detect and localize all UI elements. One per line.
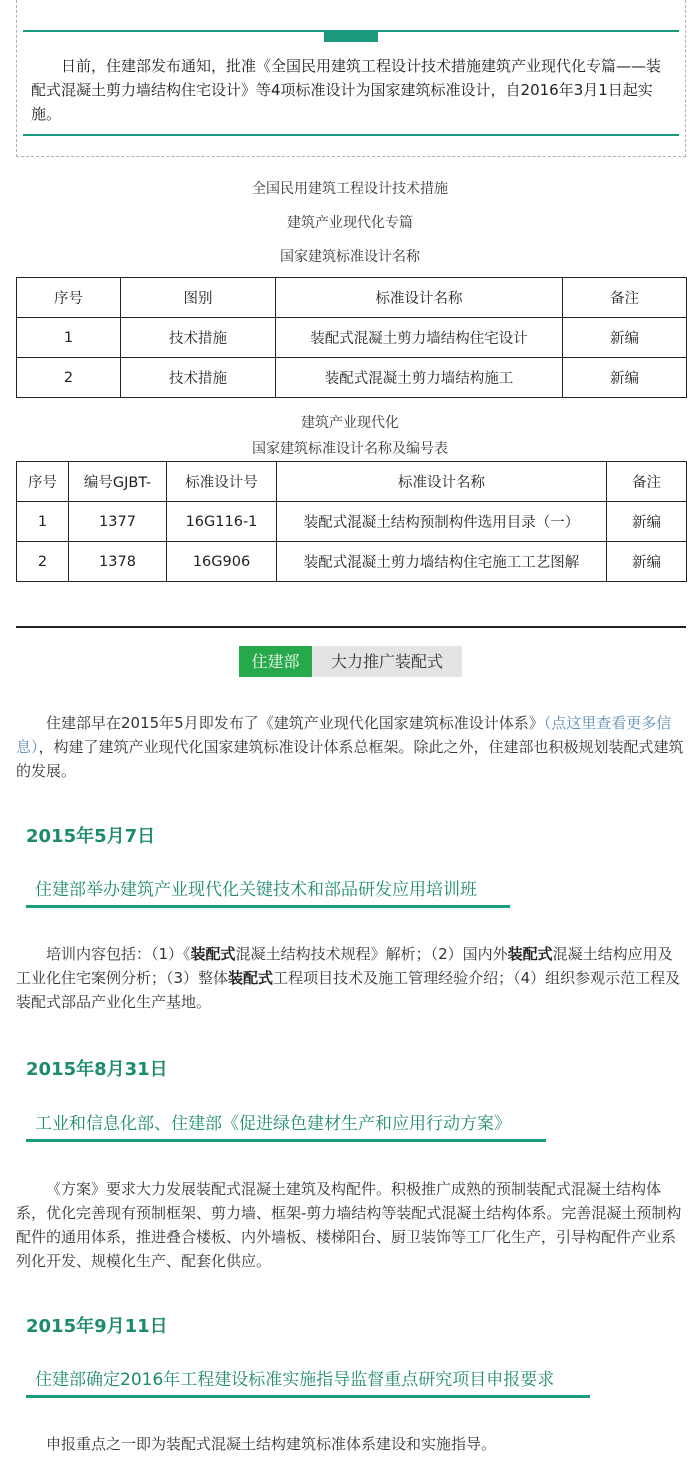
table-cell: 装配式混凝土剪力墙结构住宅施工工艺图解	[277, 542, 607, 582]
more-info-link[interactable]: （点这里查看更多信息）	[16, 714, 672, 756]
section-tag-secondary: 大力推广装配式	[312, 646, 462, 677]
table1-title-line-2: 建筑产业现代化专篇	[287, 215, 413, 231]
table-cell: 1377	[69, 502, 167, 542]
table1-title-line-3: 国家建筑标准设计名称	[280, 249, 420, 265]
notice-box	[16, 0, 686, 157]
body-text: 混凝土结构技术规程》解析；（2）国内外	[235, 945, 508, 963]
table-row	[17, 542, 687, 582]
body-text: 混凝土结构应用及工业化住宅案例分析；（3）整体	[16, 945, 673, 987]
table-cell: 新编	[607, 542, 687, 582]
event-title-text: 住建部举办建筑产业现代化关键技术和部品研发应用培训班	[35, 880, 477, 900]
body-text: 培训内容包括：（1）《	[46, 945, 191, 963]
event-body: 《方案》要求大力发展装配式混凝土建筑及构配件。积极推广成熟的预制装配式混凝土结构体系，优化完善现有预制框架、剪力墙、框架-剪力墙结构等装配式混凝土结构体系。完善混凝土预制构配件的通用体系，推进叠合楼板、内外墙板、楼梯阳台、厨卫装饰等工厂化生产，引导构配件产业系列化开发、规模化生产、配套化供应。	[16, 1180, 682, 1270]
body-bold-text: 装配式	[507, 945, 553, 963]
body-bold-text: 装配式	[228, 969, 274, 987]
notice-tab-decoration	[324, 30, 378, 42]
table-cell: 新编	[563, 358, 687, 398]
header-cell: 编号GJBT-	[69, 462, 167, 502]
header-cell: 备注	[563, 278, 687, 318]
event-date: 2015年5月7日	[26, 826, 156, 847]
table-cell: 1	[17, 318, 121, 358]
event-title	[26, 1110, 546, 1142]
event-body	[16, 942, 686, 1014]
table-cell: 技术措施	[121, 318, 276, 358]
notice-bottom-rule	[23, 134, 679, 136]
table-cell: 2	[17, 542, 69, 582]
table-cell: 新编	[607, 502, 687, 542]
header-cell: 序号	[17, 462, 69, 502]
table-cell: 1	[17, 502, 69, 542]
table-cell: 2	[17, 358, 121, 398]
event-title	[26, 876, 510, 908]
section-tag	[239, 646, 462, 677]
event-title-text: 住建部确定2016年工程建设标准实施指导监督重点研究项目申报要求	[35, 1370, 555, 1390]
table-row	[17, 318, 687, 358]
header-cell: 序号	[17, 278, 121, 318]
header-cell: 图别	[121, 278, 276, 318]
table-cell: 装配式混凝土结构预制构件选用目录（一）	[277, 502, 607, 542]
header-cell: 标准设计名称	[277, 462, 607, 502]
standard-design-table	[16, 277, 687, 398]
event-title	[26, 1366, 590, 1398]
standard-code-table	[16, 461, 687, 582]
section-tag-primary: 住建部	[239, 646, 312, 677]
intro-text-before: 住建部早在2015年5月即发布了《建筑产业现代化国家建筑标准设计体系》	[46, 714, 544, 732]
body-bold-text: 装配式	[190, 945, 236, 963]
header-cell: 标准设计名称	[276, 278, 563, 318]
table2-title-line-2: 国家建筑标准设计名称及编号表	[252, 441, 448, 457]
event-date: 2015年8月31日	[26, 1059, 168, 1080]
header-cell: 标准设计号	[167, 462, 277, 502]
table-cell: 新编	[563, 318, 687, 358]
table1-title-line-1: 全国民用建筑工程设计技术措施	[252, 181, 448, 197]
table-header-row	[17, 462, 687, 502]
event-title-text: 工业和信息化部、住建部《促进绿色建材生产和应用行动方案》	[35, 1114, 511, 1134]
table-cell: 装配式混凝土剪力墙结构施工	[276, 358, 563, 398]
table2-title-line-1: 建筑产业现代化	[301, 415, 399, 431]
table-row	[17, 358, 687, 398]
intro-paragraph	[16, 711, 686, 783]
body-text: 工程项目技术及施工管理经验介绍；（4）组织参观示范工程及装配式部品产业化生产基地。	[16, 969, 681, 1011]
event-date: 2015年9月11日	[26, 1316, 168, 1337]
section-divider	[16, 626, 686, 628]
table-cell: 1378	[69, 542, 167, 582]
header-cell: 备注	[607, 462, 687, 502]
table-cell: 技术措施	[121, 358, 276, 398]
table-row	[17, 502, 687, 542]
notice-text: 日前，住建部发布通知，批准《全国民用建筑工程设计技术措施建筑产业现代化专篇——装配式混凝土剪力墙结构住宅设计》等4项标准设计为国家建筑标准设计，自2016年3月1日起实施。	[31, 57, 662, 123]
table-cell: 16G906	[167, 542, 277, 582]
event-body: 申报重点之一即为装配式混凝土结构建筑标准体系建设和实施指导。	[46, 1435, 497, 1453]
intro-text-after: ，构建了建筑产业现代化国家建筑标准设计体系总框架。除此之外，住建部也积极规划装配式建筑的发展。	[16, 738, 684, 780]
table-cell: 16G116-1	[167, 502, 277, 542]
table-cell: 装配式混凝土剪力墙结构住宅设计	[276, 318, 563, 358]
table-header-row	[17, 278, 687, 318]
